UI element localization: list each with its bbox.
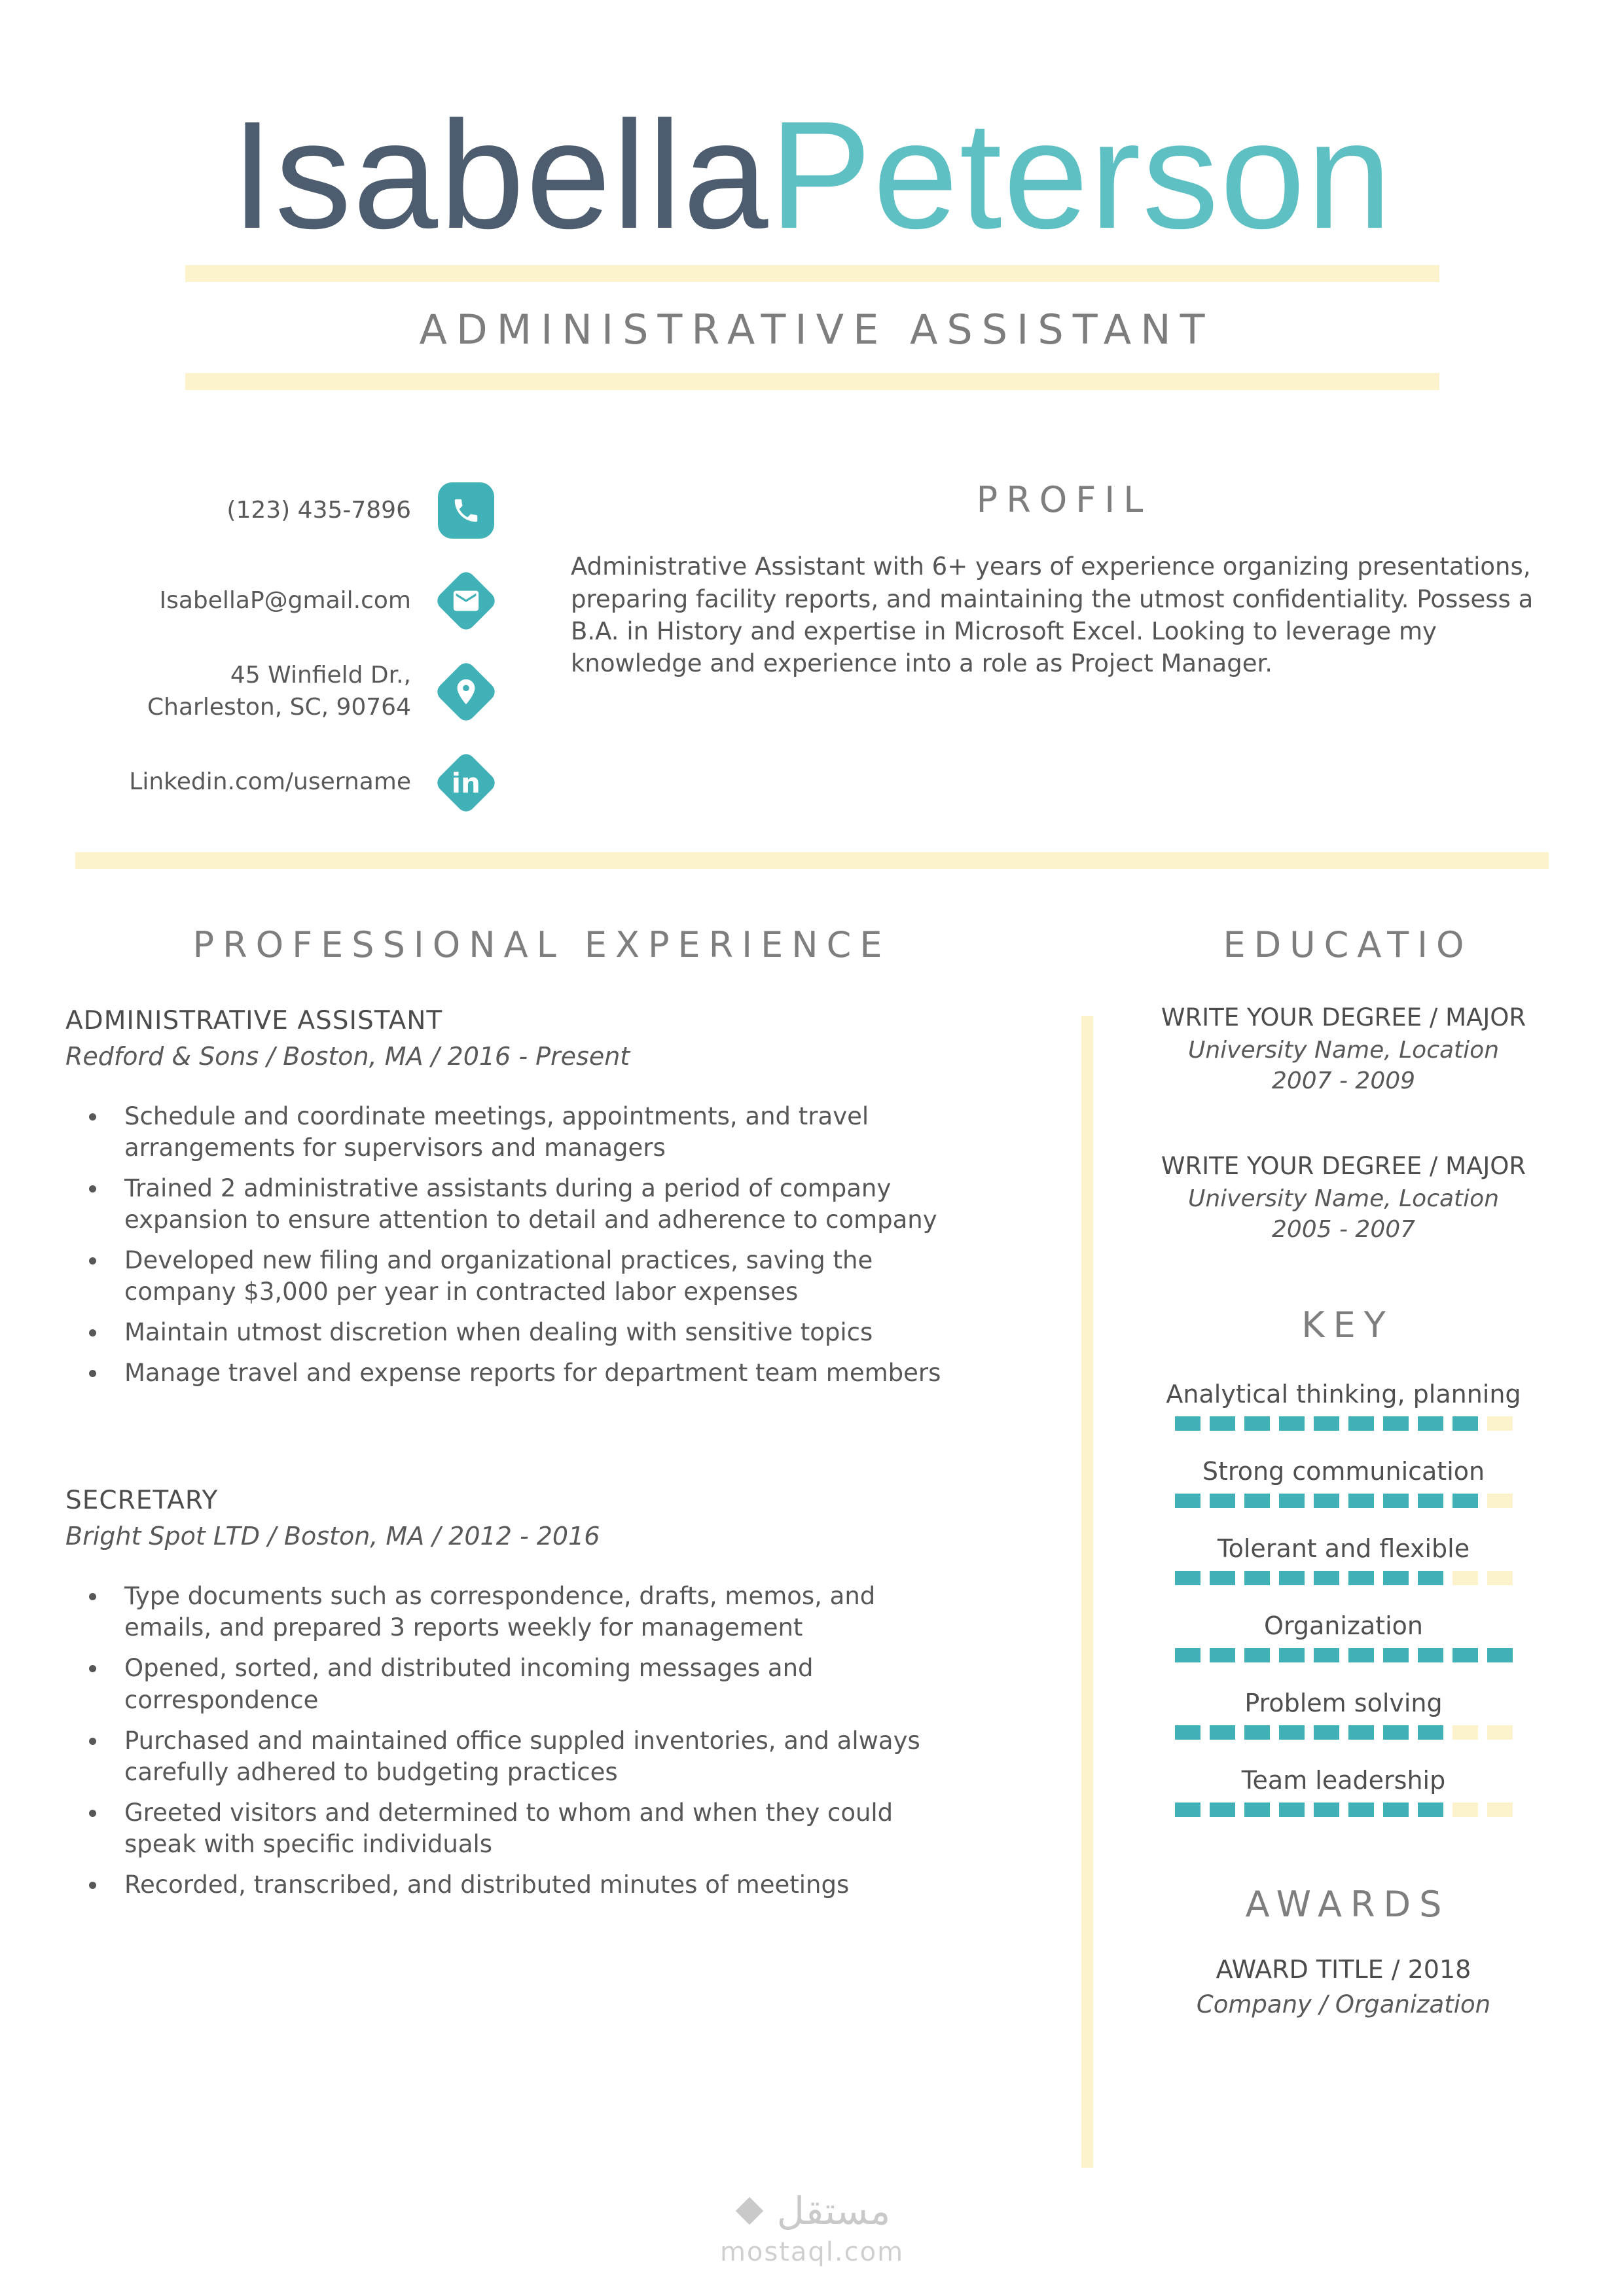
job-title: ADMINISTRATIVE ASSISTANT <box>65 1005 443 1035</box>
skill-bar-segment <box>1418 1803 1443 1817</box>
skill-bar-segment <box>1348 1725 1374 1740</box>
bullet-item: Maintain utmost discretion when dealing with sensitive topics <box>88 1317 958 1348</box>
skill-bar-segment <box>1487 1571 1513 1585</box>
school-name: University Name, Location <box>1187 1185 1500 1212</box>
skill-bar-segment <box>1244 1725 1270 1740</box>
contact-profile-row <box>0 479 1624 814</box>
location-icon <box>435 660 497 723</box>
phone-number: (123) 435-7896 <box>226 497 411 524</box>
skill-bar-segment <box>1487 1648 1513 1662</box>
skill-bar-segment <box>1487 1725 1513 1740</box>
skill-bar-segment <box>1175 1571 1200 1585</box>
sidebar-column <box>1081 924 1559 2018</box>
job-title: SECRETARY <box>65 1486 219 1516</box>
education-entry <box>1128 1152 1559 1243</box>
bullet-item: Manage travel and expense reports for department team members <box>88 1357 958 1389</box>
skill-bar-segment <box>1244 1571 1270 1585</box>
bullet-item: Opened, sorted, and distributed incoming messages and correspondence <box>88 1653 958 1715</box>
skill-bar-segment <box>1487 1803 1513 1817</box>
bullet-item: Schedule and coordinate meetings, appointments, and travel arrangements for supervisors and managers <box>88 1101 958 1164</box>
skill-bar-segment <box>1453 1725 1478 1740</box>
address-line-1: 45 Winfield Dr., <box>230 662 411 689</box>
job-bullet-list <box>65 1581 1009 1901</box>
bullet-item: Greeted visitors and determined to whom and when they could speak with specific individuals <box>88 1797 958 1860</box>
header-divider-bottom <box>185 373 1439 390</box>
location-icon-shape <box>434 659 499 724</box>
email-icon-shape <box>434 569 499 634</box>
experience-list <box>65 1006 1009 1901</box>
skill-bar-segment <box>1487 1494 1513 1508</box>
last-name: Peterson <box>769 89 1394 260</box>
skill-bar-segment <box>1383 1725 1409 1740</box>
section-divider <box>75 852 1549 869</box>
skill-bar-segment <box>1453 1494 1478 1508</box>
profile-heading: PROFIL <box>976 479 1152 521</box>
skill-bar-segment <box>1314 1416 1339 1431</box>
skill-bar-segment <box>1210 1571 1235 1585</box>
bullet-item: Trained 2 administrative assistants during a period of company expansion to ensure attention to detail and adherence to company <box>88 1173 958 1236</box>
skill-bar-segment <box>1279 1725 1305 1740</box>
skill-bar-segment <box>1244 1416 1270 1431</box>
skill-bar-segment <box>1244 1648 1270 1662</box>
main-columns <box>0 924 1624 2018</box>
skill-item <box>1128 1689 1559 1740</box>
mostaql-logo-icon <box>734 2195 765 2227</box>
job-bullet-list <box>65 1101 1009 1390</box>
header-divider-top <box>185 265 1439 282</box>
skill-bar-segment <box>1279 1416 1305 1431</box>
study-years: 2007 - 2009 <box>1271 1067 1416 1094</box>
skill-bar-segment <box>1348 1803 1374 1817</box>
skill-bar-segment <box>1453 1571 1478 1585</box>
skill-bar-segment <box>1314 1725 1339 1740</box>
skill-bar-segment <box>1453 1416 1478 1431</box>
profile-section <box>497 479 1549 814</box>
study-years: 2005 - 2007 <box>1271 1215 1416 1243</box>
email-address[interactable]: IsabellaP@gmail.com <box>159 587 411 615</box>
skill-bar-segment <box>1175 1416 1200 1431</box>
skill-item <box>1128 1611 1559 1662</box>
contact-section <box>65 479 497 814</box>
job-entry <box>65 1486 1009 1901</box>
linkedin-icon <box>435 751 497 814</box>
skill-bar-segment <box>1279 1494 1305 1508</box>
awards-list <box>1128 1955 1559 2018</box>
skill-bar-segment <box>1175 1803 1200 1817</box>
skill-bar-segment <box>1175 1648 1200 1662</box>
bullet-item: Recorded, transcribed, and distributed minutes of meetings <box>88 1869 958 1901</box>
job-entry <box>65 1006 1009 1390</box>
skill-bar-segment <box>1175 1725 1200 1740</box>
bullet-item: Type documents such as correspondence, drafts, memos, and emails, and prepared 3 reports weekly for management <box>88 1581 958 1643</box>
contact-email-row <box>65 569 497 632</box>
skill-level-bar <box>1128 1416 1559 1431</box>
skill-bar-segment <box>1244 1494 1270 1508</box>
skill-label: Strong communication <box>1202 1456 1485 1486</box>
experience-heading: PROFESSIONAL EXPERIENCE <box>192 924 891 965</box>
skill-bar-segment <box>1210 1494 1235 1508</box>
skill-bar-segment <box>1279 1803 1305 1817</box>
skill-bar-segment <box>1175 1494 1200 1508</box>
watermark-brand-arabic: مستقل <box>776 2189 891 2233</box>
skill-bar-segment <box>1314 1648 1339 1662</box>
education-entry <box>1128 1003 1559 1094</box>
skill-level-bar <box>1128 1803 1559 1817</box>
skill-label: Problem solving <box>1244 1688 1443 1717</box>
skill-bar-segment <box>1383 1803 1409 1817</box>
email-icon <box>435 569 497 632</box>
linkedin-url[interactable]: Linkedin.com/username <box>129 768 411 796</box>
skill-bar-segment <box>1418 1571 1443 1585</box>
watermark-brand <box>0 2189 1624 2233</box>
skill-bar-segment <box>1210 1803 1235 1817</box>
phone-icon <box>435 479 497 542</box>
degree-title: WRITE YOUR DEGREE / MAJOR <box>1161 1151 1526 1180</box>
linkedin-in-glyph: in <box>451 766 481 799</box>
first-name: Isabella <box>230 89 770 260</box>
skills-list <box>1128 1380 1559 1817</box>
skill-bar-segment <box>1453 1803 1478 1817</box>
award-title: AWARD TITLE / 2018 <box>1216 1954 1471 1984</box>
skill-bar-segment <box>1453 1648 1478 1662</box>
skill-bar-segment <box>1487 1416 1513 1431</box>
job-meta: Redford & Sons / Boston, MA / 2016 - Present <box>65 1041 630 1071</box>
skill-bar-segment <box>1348 1494 1374 1508</box>
skill-label: Team leadership <box>1241 1765 1446 1795</box>
skill-bar-segment <box>1279 1571 1305 1585</box>
skill-bar-segment <box>1418 1648 1443 1662</box>
job-headline: ADMINISTRATIVE ASSISTANT <box>419 306 1214 354</box>
skill-bar-segment <box>1244 1803 1270 1817</box>
skill-level-bar <box>1128 1571 1559 1585</box>
watermark <box>0 2189 1624 2267</box>
skill-bar-segment <box>1383 1571 1409 1585</box>
skill-item <box>1128 1766 1559 1817</box>
contact-address-row <box>65 660 497 723</box>
header <box>0 0 1624 390</box>
address-line-2: Charleston, SC, 90764 <box>147 693 411 721</box>
skill-bar-segment <box>1210 1725 1235 1740</box>
contact-phone-row <box>65 479 497 542</box>
skill-label: Tolerant and flexible <box>1217 1534 1470 1563</box>
skill-bar-segment <box>1383 1416 1409 1431</box>
education-list <box>1128 1003 1559 1243</box>
awards-heading: AWARDS <box>1245 1883 1451 1925</box>
skill-bar-segment <box>1383 1648 1409 1662</box>
skill-bar-segment <box>1314 1494 1339 1508</box>
skill-item <box>1128 1534 1559 1585</box>
profile-summary: Administrative Assistant with 6+ years of experience organizing presentations, preparing facility reports, and maintaining the utmost confidentiality. Possess a B.A. in History and expertise in Microsoft Excel. Looking to leverage my knowledge and experience into a role as Project Manager. <box>571 552 1534 677</box>
skill-label: Analytical thinking, planning <box>1166 1379 1521 1408</box>
skill-bar-segment <box>1383 1494 1409 1508</box>
skill-label: Organization <box>1264 1611 1423 1640</box>
watermark-url[interactable]: mostaql.com <box>719 2237 905 2267</box>
linkedin-icon-shape <box>434 750 499 815</box>
award-organization: Company / Organization <box>1196 1990 1491 2018</box>
skill-bar-segment <box>1348 1416 1374 1431</box>
school-name: University Name, Location <box>1187 1036 1500 1064</box>
education-heading: EDUCATIO <box>1223 924 1473 965</box>
skill-bar-segment <box>1314 1571 1339 1585</box>
skill-bar-segment <box>1418 1416 1443 1431</box>
bullet-item: Developed new filing and organizational practices, saving the company $3,000 per year in contracted labor expenses <box>88 1245 958 1308</box>
skill-level-bar <box>1128 1725 1559 1740</box>
degree-title: WRITE YOUR DEGREE / MAJOR <box>1161 1003 1526 1031</box>
skill-bar-segment <box>1210 1416 1235 1431</box>
skill-bar-segment <box>1314 1803 1339 1817</box>
skill-level-bar <box>1128 1494 1559 1508</box>
contact-linkedin-row <box>65 751 497 814</box>
phone-icon-shape <box>438 482 494 539</box>
skill-level-bar <box>1128 1648 1559 1662</box>
postal-address <box>147 660 411 723</box>
skill-item <box>1128 1380 1559 1431</box>
skill-bar-segment <box>1279 1648 1305 1662</box>
skill-bar-segment <box>1348 1648 1374 1662</box>
skill-bar-segment <box>1418 1494 1443 1508</box>
skill-bar-segment <box>1210 1648 1235 1662</box>
candidate-name <box>0 89 1624 260</box>
award-entry <box>1128 1955 1559 2018</box>
skill-bar-segment <box>1348 1571 1374 1585</box>
skill-bar-segment <box>1418 1725 1443 1740</box>
skill-item <box>1128 1457 1559 1508</box>
job-meta: Bright Spot LTD / Boston, MA / 2012 - 2016 <box>65 1522 600 1551</box>
experience-column <box>65 924 1081 1910</box>
skills-heading: KEY <box>1301 1304 1394 1346</box>
bullet-item: Purchased and maintained office suppled inventories, and always carefully adhered to budgeting practices <box>88 1725 958 1788</box>
